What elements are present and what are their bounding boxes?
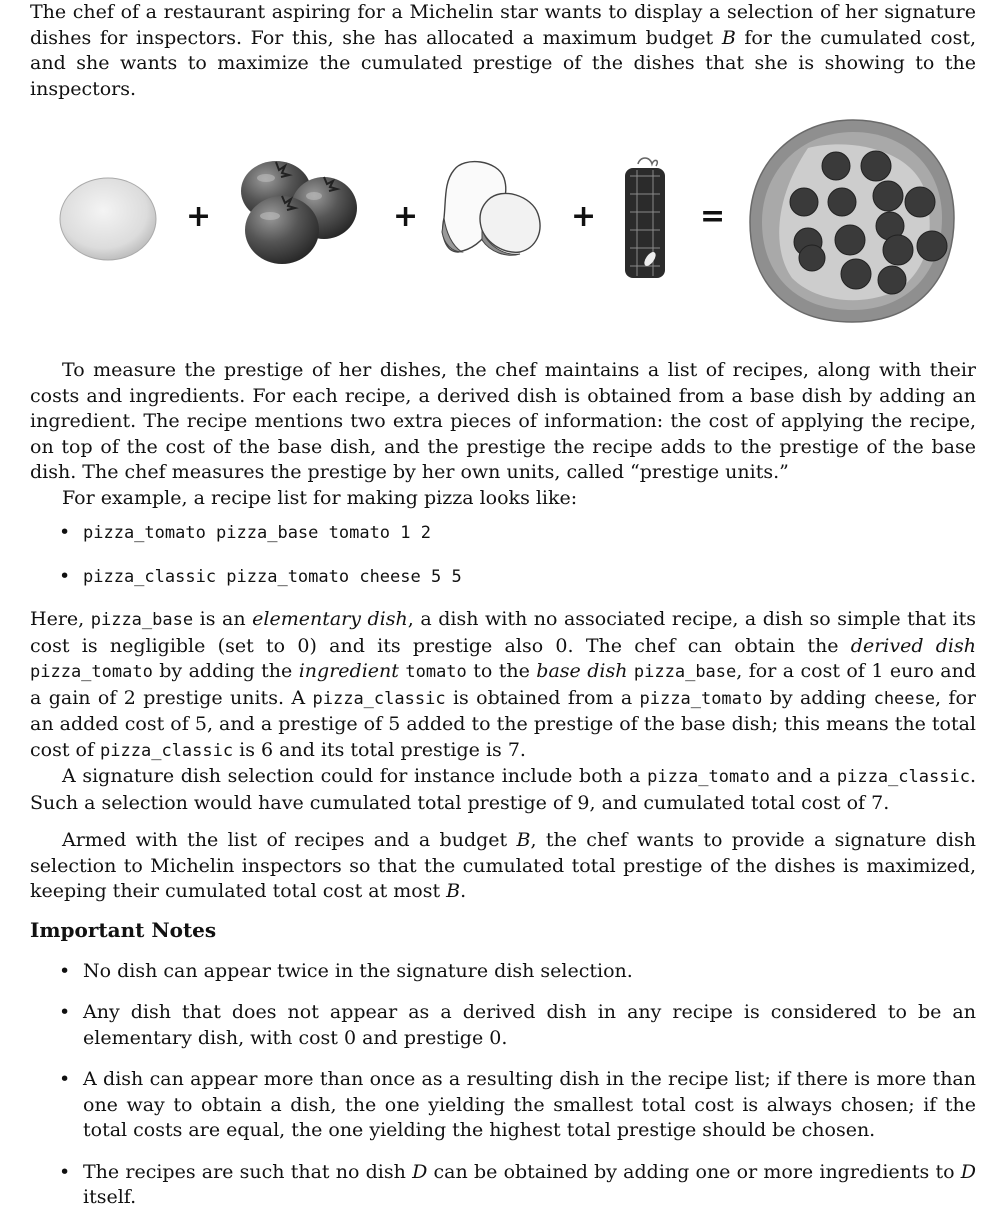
- budget-variable: B: [516, 829, 531, 851]
- code-term: pizza_base: [90, 610, 194, 630]
- emphasis: base dish: [536, 660, 628, 682]
- example-intro: For example, a recipe list for making pizza looks like:: [62, 486, 578, 509]
- dish-variable: D: [960, 1160, 976, 1183]
- code-term: cheese: [873, 688, 935, 709]
- tomatoes-icon: [236, 156, 362, 268]
- recipe-line: pizza_classic pizza_tomato cheese 5 5: [83, 566, 462, 587]
- pizza-illustration: [30, 118, 976, 350]
- code-term: pizza_classic: [100, 740, 234, 761]
- dish-variable: D: [412, 1160, 428, 1183]
- problem-statement: [30, 0, 976, 1227]
- emphasis: derived dish: [850, 634, 976, 657]
- plus-operator: +: [186, 199, 212, 234]
- budget-variable: B: [446, 880, 461, 902]
- list-item: • Any dish that does not appear as a derived dish in any recipe is considered to be an elementary dish, with cost 0 and prestige 0.: [30, 1000, 976, 1051]
- mozzarella-icon: [440, 156, 544, 266]
- code-term: tomato: [405, 662, 467, 682]
- explanation-paragraph: Here, pizza_base is an elementary dish, a dish with no associated recipe, a dish so simple that its cost is negligible (set to 0) and its prestige also 0. The chef can obtain the derived dish pizza_tomato by adding the ingredient tomato to the base dish pizza_base, for a cost of 1 euro and a gain of 2 prestige units. A pizza_classic is obtained from a pizza_tomato by adding cheese, for an added cost of 5, and a prestige of 5 added to the prestige of the base dish; this means the total cost of pizza_classic is 6 and its total prestige is 7.: [30, 608, 977, 761]
- recipe-line: pizza_tomato pizza_base tomato 1 2: [83, 523, 431, 543]
- pizza-icon: [748, 118, 958, 324]
- measure-paragraph: To measure the prestige of her dishes, the chef maintains a list of recipes, along with their costs and ingredients. For each recipe, a derived dish is obtained from a base dish by adding an ingredient. The recipe mentions two extra pieces of information: the cost of applying the recipe, on top of the cost of the base dish, and the prestige the recipe adds to the prestige of the base dish. The chef measures the prestige by her own units, called “prestige units.”: [30, 359, 976, 483]
- list-item: • A dish can appear more than once as a resulting dish in the recipe list; if there is more than one way to obtain a dish, the one yielding the smallest total cost is always chosen; if the total costs are equal, the one yielding the highest total prestige should be chosen.: [30, 1067, 976, 1144]
- list-item: • No dish can appear twice in the signature dish selection.: [30, 959, 976, 985]
- list-item: [30, 520, 976, 547]
- plus-operator: +: [393, 199, 419, 234]
- equals-operator: =: [700, 199, 726, 234]
- list-item: • The recipes are such that no dish D can be obtained by adding one or more ingredients to D itself.: [30, 1160, 976, 1211]
- notes-heading: Important Notes: [30, 917, 217, 942]
- code-term: pizza_tomato: [647, 767, 770, 787]
- budget-variable: B: [721, 26, 736, 49]
- recipe-list: [30, 520, 976, 590]
- code-term: pizza_tomato: [30, 662, 153, 682]
- emphasis: ingredient: [298, 660, 399, 682]
- ham-icon: [620, 156, 670, 282]
- selection-paragraph: A signature dish selection could for instance include both a pizza_tomato and a pizza_classic. Such a selection would have cumulated total prestige of 9, and cumulated total cost of 7.: [30, 765, 976, 814]
- code-term: pizza_classic: [312, 688, 446, 709]
- emphasis: elementary dish: [252, 608, 408, 630]
- code-term: pizza_tomato: [639, 688, 763, 709]
- notes-list: [30, 959, 976, 1211]
- code-term: pizza_classic: [836, 767, 970, 787]
- code-term: pizza_base: [633, 662, 737, 682]
- dough-ball-icon: [58, 176, 158, 262]
- intro-paragraph: The chef of a restaurant aspiring for a Michelin star wants to display a selection of her signature dishes for inspectors. For this, she has allocated a maximum budget B for the cumulated cost, and she wants to maximize the cumulated prestige of the dishes that she is showing to the inspectors.: [30, 1, 976, 100]
- plus-operator: +: [571, 199, 597, 234]
- goal-paragraph: Armed with the list of recipes and a budget B, the chef wants to provide a signature dish selection to Michelin inspectors so that the cumulated total prestige of the dishes is maximized, keeping their cumulated total cost at most B.: [30, 829, 976, 902]
- list-item: [30, 564, 976, 591]
